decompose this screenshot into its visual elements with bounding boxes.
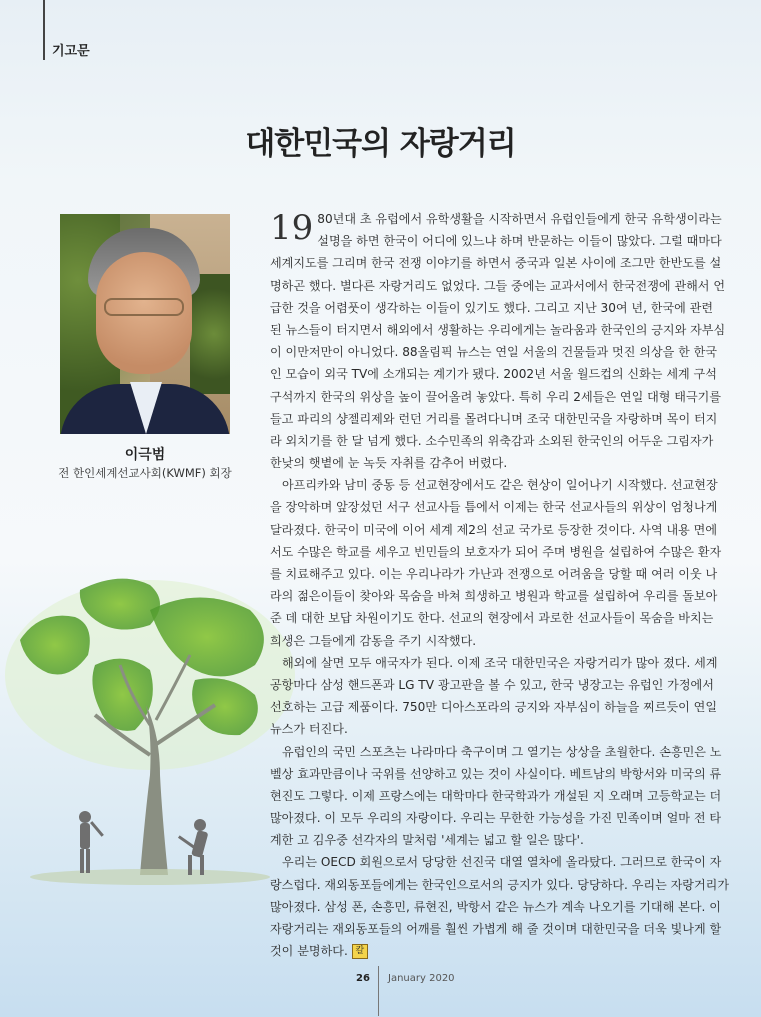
body-line: 뉴스가 터진다. [270, 722, 348, 737]
body-line: 우리는 OECD 회원으로서 당당한 선진국 대열 열차에 올라탔다. 그러므로 한국이 자 [282, 855, 722, 870]
body-line: 한낮의 햇볕에 눈 녹듯 자취를 감추어 버렸다. [270, 456, 508, 471]
body-line: 선호하는 고급 제품이다. 750만 디아스포라의 긍지와 자부심이 하늘을 찌르듯이 연일 [270, 700, 718, 715]
author-role: 전 한인세계선교사회(KWMF) 회장 [58, 466, 232, 480]
end-mark-icon: 칼 [352, 944, 368, 959]
body-line: 80년대 초 유럽에서 유학생활을 시작하면서 유럽인들에게 한국 유학생이라는 [317, 212, 722, 226]
author-photo [60, 214, 230, 434]
body-line: 구석까지 한국의 위상을 높이 끌어올려 놓았다. 특히 우리 2세들은 연일 대형 태극기를 [270, 389, 722, 404]
body-line: 준 데 대한 보답 차원이기도 한다. 선교의 현장에서 과로한 선교사들이 목숨을 바치는 [270, 611, 714, 626]
top-rule [43, 0, 45, 60]
body-line: 급한 것을 어렴풋이 생각하는 이들이 있기도 했다. 그리고 지난 30여 년, 한국에 관련 [270, 300, 714, 315]
page-number: 26 [356, 973, 370, 984]
body-line: 을 장악하며 앞장섰던 서구 선교사들 틈에서 이제는 한국 선교사들의 위상이 엄청나게 [270, 500, 718, 515]
body-line: 현진도 그렇다. 이제 프랑스에는 대학마다 한국학과가 개설된 지 오래며 고등학교는 더 [270, 788, 722, 803]
body-line: 랑스럽다. 재외동포들에게는 한국인으로서의 긍지가 있다. 당당하다. 우리는 자랑거리가 [270, 877, 730, 892]
body-line: 세계지도를 그리며 한국 전쟁 이야기를 하면서 중국과 일본 사이에 조그만 한반도를 설 [270, 256, 722, 271]
body-line: 들고 파리의 샹젤리제와 런던 거리를 몰려다니며 조국 대한민국을 자랑하며 목이 터지 [270, 411, 718, 426]
body-line: 된 뉴스들이 터지면서 해외에서 생활하는 우리에게는 놀라움과 한국인의 긍지와 자부심 [270, 322, 726, 337]
body-line: 명하곤 했다. 별다른 자랑거리도 없었다. 그들 중에는 교과서에서 한국전쟁에 관해서 언 [270, 278, 726, 293]
body-line: 이 이만저만이 아니었다. 88올림픽 뉴스는 연일 서울의 건물들과 멋진 의상을 한 한국 [270, 345, 718, 360]
body-line: 계한 고 김우중 선각자의 말처럼 '세계는 넓고 할 일은 많다'. [270, 833, 584, 848]
body-line: 달라졌다. 한국이 미국에 이어 세계 제2의 선교 국가로 등장한 것이다. 사역 내용 면에 [270, 522, 718, 537]
article-title: 대한민국의 자랑거리 [245, 126, 516, 162]
section-label: 기고문 [52, 44, 90, 59]
body-line: 희생은 그들에게 감동을 주기 시작했다. [270, 633, 477, 648]
body-line: 공항마다 삼성 핸드폰과 LG TV 광고판을 볼 수 있고, 한국 냉장고는 유럽인 가정에서 [270, 677, 714, 692]
body-line: 라의 젊은이들이 찾아와 목숨을 바쳐 희생하고 병원과 학교를 설립하여 우리를 돌보아 [270, 589, 718, 604]
body-line: 벨상 효과만큼이나 국위를 선양하고 있는 것이 사실이다. 베트남의 박항서와 미국의 류 [270, 766, 722, 781]
body-line: 많아졌다. 삼성 폰, 손흥민, 류현진, 박항서 같은 뉴스가 계속 나오기를 기대해 본다. 이 [270, 899, 721, 914]
body-line: 해외에 살면 모두 애국자가 된다. 이제 조국 대한민국은 자랑거리가 많아 졌다. 세계 [282, 655, 718, 670]
issue-date: January 2020 [388, 973, 455, 984]
body-line: 자랑거리는 재외동포들의 어깨를 훨씬 가볍게 해 줄 것이며 대한민국을 더욱 빛나게 할 [270, 922, 722, 936]
body-line: 인 모습이 외국 TV에 소개되는 계기가 됐다. 2002년 서울 월드컵의 신화는 세계 구석 [270, 367, 717, 382]
body-line: 유럽인의 국민 스포츠는 나라마다 축구이며 그 열기는 상상을 초월한다. 손흥민은 노 [282, 744, 722, 759]
author-name: 이극범 [124, 447, 166, 463]
body-line: 아프리카와 남미 중동 등 선교현장에서도 같은 현상이 일어나기 시작했다. 선교현장 [282, 478, 718, 493]
body-line-last [270, 940, 696, 962]
body-line: 많아졌다. 이 모두 우리의 자랑이다. 우리는 무한한 가능성을 가진 민족이며 얼마 전 타 [270, 811, 722, 826]
body-line: 라 외치기를 한 달 넘게 했다. 소수민족의 위축감과 소외된 한국인의 어두운 그림자가 [270, 433, 714, 448]
body-line: 서도 수많은 학교를 세우고 빈민들의 보호자가 되어 주며 병원을 설립하여 수많은 환자 [270, 544, 722, 559]
body-line-text: 것이 분명하다. [270, 944, 348, 959]
body-line: 설명을 하면 한국이 어디에 있느냐 하며 반문하는 이들이 많았다. 그럴 때마다 [317, 234, 722, 249]
body-line: 를 치료해주고 있다. 이는 우리나라가 가난과 전쟁으로 어려움을 당할 때 여러 이웃 나 [270, 567, 718, 581]
drop-cap: 19 [270, 208, 314, 248]
article-body [270, 208, 730, 962]
world-tree-illustration [0, 555, 300, 885]
footer-divider [378, 966, 379, 1016]
